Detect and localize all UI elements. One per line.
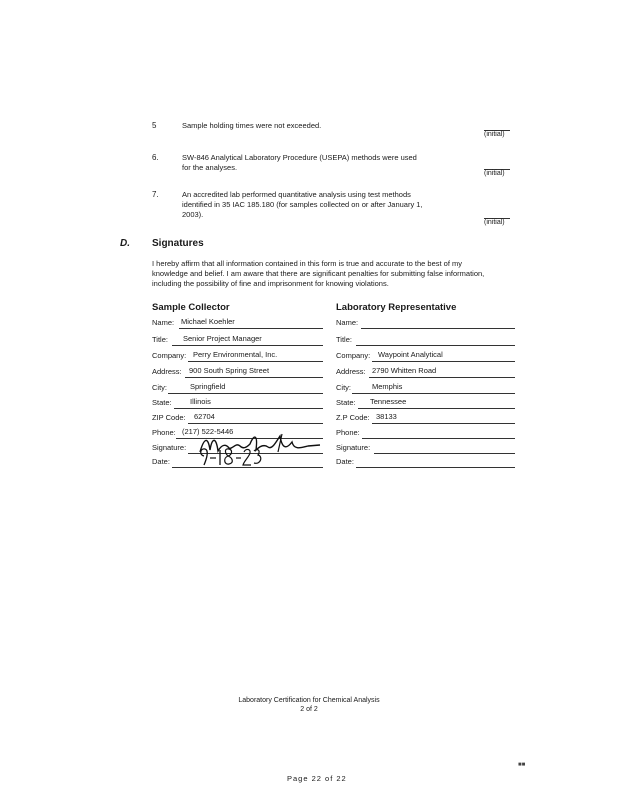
lab-name-line[interactable] (361, 328, 515, 329)
item-number: 5 (152, 121, 157, 130)
field-label: City: (152, 383, 167, 392)
collector-phone-value[interactable]: (217) 522-5446 (182, 427, 234, 436)
field-line (188, 361, 323, 362)
lab-signature-line[interactable] (374, 453, 515, 454)
lab-phone-line[interactable] (362, 438, 515, 439)
item-number: 7. (152, 190, 159, 199)
lab-date-line[interactable] (356, 467, 515, 468)
lab-zip-value[interactable]: 38133 (376, 412, 397, 421)
initial-label: (initial) (484, 170, 505, 177)
lab-heading: Laboratory Representative (336, 302, 457, 313)
field-line (372, 423, 515, 424)
field-label: Signature: (152, 443, 187, 452)
footer-page-count: 2 of 2 (300, 706, 318, 713)
field-line (188, 423, 323, 424)
field-label: Name: (152, 318, 175, 327)
collector-zip-value[interactable]: 62704 (194, 412, 215, 421)
field-line (179, 328, 323, 329)
item-text: An accredited lab performed quantitative analysis using test methods identified in 35 IAC 185.180 (for samples collected on or after January 1, 2003). (182, 190, 423, 219)
footer-title: Laboratory Certification for Chemical Analysis (238, 697, 380, 704)
collector-company-value[interactable]: Perry Environmental, Inc. (193, 350, 278, 359)
collector-title-value[interactable]: Senior Project Manager (183, 334, 262, 343)
field-label: Signature: (336, 443, 371, 452)
lab-title-line[interactable] (356, 345, 515, 346)
field-label: Date: (336, 457, 354, 466)
field-line (185, 377, 323, 378)
field-label: Date: (152, 457, 170, 466)
field-label: State: (152, 398, 172, 407)
lab-city-value[interactable]: Memphis (372, 382, 403, 391)
field-line (352, 393, 515, 394)
field-line (174, 408, 323, 409)
field-line (168, 393, 323, 394)
collector-state-value[interactable]: Illinois (190, 397, 211, 406)
collector-fields (152, 318, 327, 468)
collector-address-value[interactable]: 900 South Spring Street (189, 366, 270, 375)
field-label: Phone: (152, 428, 176, 437)
field-label: Title: (152, 335, 168, 344)
field-label: City: (336, 383, 351, 392)
field-label: State: (336, 398, 356, 407)
item-text: SW-846 Analytical Laboratory Procedure (USEPA) methods were used for the analyses. (182, 153, 417, 172)
item-number: 6. (152, 153, 159, 162)
field-label: Phone: (336, 428, 360, 437)
field-label: Address: (336, 367, 366, 376)
field-line (369, 377, 515, 378)
lab-state-value[interactable]: Tennessee (370, 397, 407, 406)
field-label: Name: (336, 318, 359, 327)
section-letter: D. (120, 238, 130, 249)
collector-name-value[interactable]: Michael Koehler (181, 317, 235, 326)
field-line (358, 408, 515, 409)
field-line (372, 361, 515, 362)
lab-fields (336, 318, 518, 468)
item-text: Sample holding times were not exceeded. (182, 121, 322, 130)
collector-heading: Sample Collector (152, 302, 230, 313)
page-number: Page 22 of 22 (287, 774, 347, 783)
field-label: Address: (152, 367, 182, 376)
field-label: Company: (152, 351, 187, 360)
affirmation-text: I hereby affirm that all information contained in this form is true and accurate to the best of my knowledge and belief. I am aware that there are significant penalties for submitting false information, including the possibility of fine and imprisonment for knowing violations. (152, 259, 485, 288)
field-label: Company: (336, 351, 371, 360)
corner-stamp: ■■ (518, 762, 526, 768)
lab-company-value[interactable]: Waypoint Analytical (378, 350, 443, 359)
field-label: ZIP Code: (152, 413, 186, 422)
field-label: Title: (336, 335, 352, 344)
collector-city-value[interactable]: Springfield (190, 382, 226, 391)
handwritten-date (198, 446, 268, 468)
initial-label: (initial) (484, 131, 505, 138)
field-label: Z.P Code: (336, 413, 370, 422)
lab-address-value[interactable]: 2790 Whitten Road (372, 366, 437, 375)
initial-label: (initial) (484, 219, 505, 226)
section-title: Signatures (152, 238, 204, 249)
field-line (172, 345, 323, 346)
